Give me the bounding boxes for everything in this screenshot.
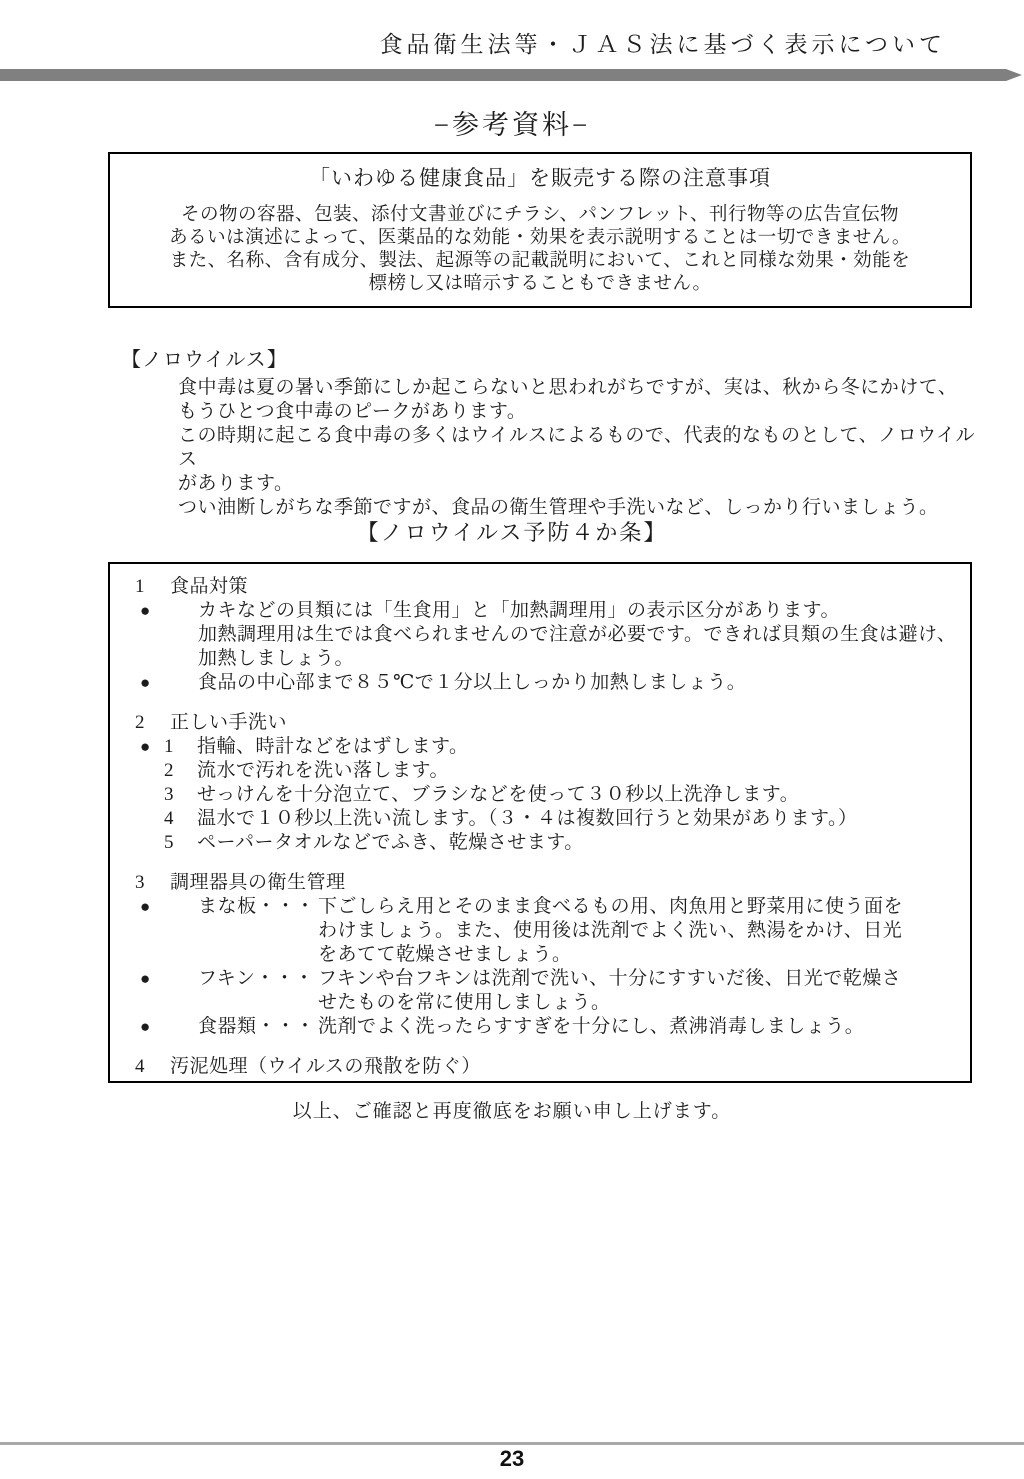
tool-label: まな板・・・ <box>198 896 316 917</box>
text-line: また、名称、含有成分、製法、起源等の記載説明において、これと同様な効果・効能を <box>169 251 911 271</box>
bullet-icon: ● <box>140 969 151 988</box>
prevention-box <box>108 562 972 1083</box>
bullet-row <box>110 671 970 695</box>
prevention-item-4-heading <box>110 1055 970 1079</box>
text-line: 標榜し又は暗示することもできません。 <box>368 274 712 294</box>
text-line: 下ごしらえ用とそのまま食べるもの用、肉魚用と野菜用に使う面を <box>318 896 904 917</box>
step-text: 温水で１０秒以上洗い流します。（３・４は複数回行うと効果があります。） <box>197 808 858 829</box>
health-food-notice-box <box>108 152 972 308</box>
step-row <box>152 783 970 807</box>
text-line: があります。 <box>178 473 294 494</box>
text-line: 洗剤でよく洗ったらすすぎを十分にし、煮沸消毒しましょう。 <box>318 1016 865 1037</box>
text-line: この時期に起こる食中毒の多くはウイルスによるもので、代表的なものとして、ノロウイルス <box>178 425 976 470</box>
prevention-item-3-heading <box>110 871 970 895</box>
step-row <box>152 759 970 783</box>
step-text: 流水で汚れを洗い落します。 <box>197 760 449 781</box>
bullet-row <box>110 735 970 855</box>
tool-entry <box>198 895 903 967</box>
step-row <box>152 807 970 831</box>
bullet-text <box>198 671 970 695</box>
step-number: 2 <box>164 760 174 781</box>
bullet-row <box>110 967 970 1015</box>
tool-text <box>318 967 901 1015</box>
step-row <box>152 735 970 759</box>
text-line: 食中毒は夏の暑い季節にしか起こらないと思われがちですが、実は、秋から冬にかけて、 <box>178 377 958 398</box>
item-title: 調理器具の衛生管理 <box>170 872 346 893</box>
step-text: ペーパータオルなどでふき、乾燥させます。 <box>197 832 584 853</box>
tool-entry <box>198 967 901 1015</box>
text-line: をあてて乾燥させましょう。 <box>318 944 572 965</box>
bullet-row <box>110 1015 970 1039</box>
bullet-text <box>198 599 970 671</box>
closing-line: 以上、ご確認と再度徹底をお願い申し上げます。 <box>292 1101 732 1122</box>
item-number: 2 <box>135 712 145 733</box>
health-food-box-body <box>110 204 970 296</box>
item-number: 1 <box>135 576 145 597</box>
text-line: あるいは演述によって、医薬品的な効能・効果を表示説明することは一切できません。 <box>169 228 911 248</box>
bullet-icon: ● <box>140 897 151 916</box>
bullet-icon: ● <box>140 601 151 620</box>
health-food-box-title: 「いわゆる健康食品」を販売する際の注意事項 <box>309 166 771 190</box>
text-line: 食品の中心部まで８５℃で１分以上しっかり加熱しましょう。 <box>198 672 747 693</box>
step-number: 3 <box>164 784 174 805</box>
text-line: 加熱しましょう。 <box>198 648 355 669</box>
norovirus-section <box>121 343 991 520</box>
item-title: 汚泥処理（ウイルスの飛散を防ぐ） <box>170 1056 481 1077</box>
text-line: その物の容器、包装、添付文書並びにチラシ、パンフレット、刊行物等の広告宣伝物 <box>181 205 899 225</box>
bullet-row <box>110 599 970 671</box>
bullet-icon: ● <box>140 737 151 756</box>
step-number: 1 <box>164 736 174 757</box>
step-number: 4 <box>164 808 174 829</box>
step-text: せっけんを十分泡立て、ブラシなどを使って３０秒以上洗浄します。 <box>197 784 800 805</box>
bullet-icon: ● <box>140 1017 151 1036</box>
footer-divider <box>0 1442 1024 1445</box>
step-number: 5 <box>164 832 174 853</box>
tool-text <box>318 895 903 967</box>
reference-section-title: −参考資料− <box>433 110 591 140</box>
text-line: わけましょう。また、使用後は洗剤でよく洗い、熱湯をかけ、日光 <box>318 920 903 941</box>
norovirus-body <box>178 376 991 520</box>
item-number: 4 <box>135 1056 145 1077</box>
text-line: フキンや台フキンは洗剤で洗い、十分にすすいだ後、日光で乾燥さ <box>318 968 902 989</box>
text-line: カキなどの貝類には「生食用」と「加熱調理用」の表示区分があります。 <box>198 600 840 621</box>
tool-label: 食器類・・・ <box>198 1016 316 1037</box>
item-title: 正しい手洗い <box>170 712 288 733</box>
tool-label: フキン・・・ <box>198 968 315 989</box>
prevention-item-1-heading <box>110 575 970 599</box>
page-header-title: 食品衛生法等・ＪＡＳ法に基づく表示について <box>379 32 946 57</box>
step-text: 指輪、時計などをはずします。 <box>197 736 469 757</box>
step-row <box>152 831 970 855</box>
text-line: せたものを常に使用しましょう。 <box>318 992 611 1013</box>
prevention-heading: 【ノロウイルス予防４か条】 <box>356 520 668 545</box>
text-line: 加熱調理用は生では食べられませんので注意が必要です。できれば貝類の生食は避け、 <box>198 624 957 645</box>
bullet-icon: ● <box>140 673 151 692</box>
text-line: つい油断しがちな季節ですが、食品の衛生管理や手洗いなど、しっかり行いましょう。 <box>178 497 939 518</box>
prevention-item-2-heading <box>110 711 970 735</box>
text-line: もうひとつ食中毒のピークがあります。 <box>178 401 527 422</box>
page-number: 23 <box>499 1446 525 1471</box>
tool-text <box>318 1015 864 1039</box>
item-title: 食品対策 <box>170 576 249 597</box>
norovirus-heading: 【ノロウイルス】 <box>121 349 288 371</box>
bullet-row <box>110 895 970 967</box>
tool-entry <box>198 1015 864 1039</box>
hand-washing-steps <box>164 735 970 855</box>
header-arrow-bar <box>0 69 1022 81</box>
item-number: 3 <box>135 872 145 893</box>
